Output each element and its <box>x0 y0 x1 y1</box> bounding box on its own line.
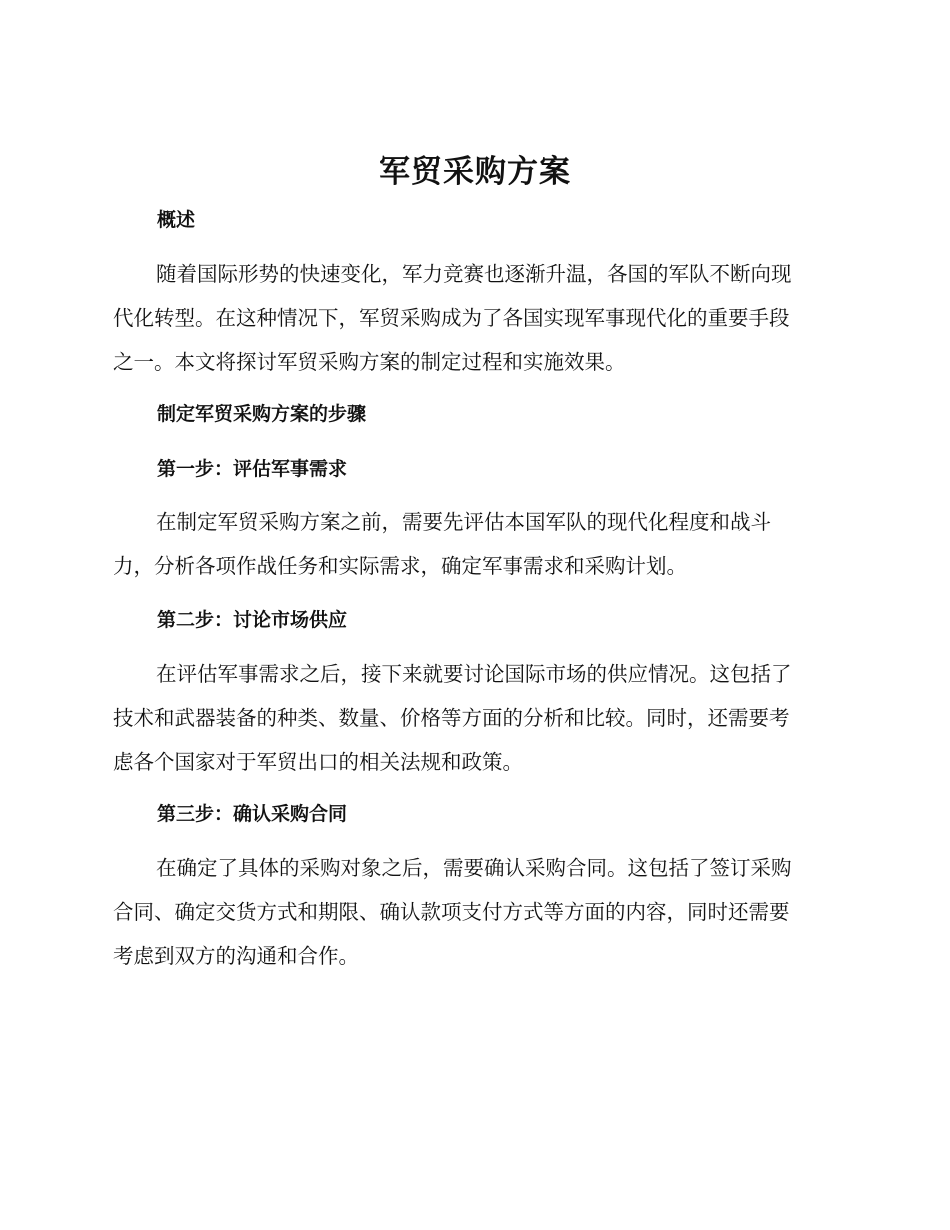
paragraph-line: 在确定了具体的采购对象之后，需要确认采购合同。这包括了签订采购 <box>156 856 792 880</box>
paragraph-line: 在制定军贸采购方案之前，需要先评估本国军队的现代化程度和战斗 <box>156 510 771 534</box>
section-paragraph-overview <box>113 252 835 384</box>
section-paragraph-step-one <box>113 500 835 588</box>
paragraph-line: 力，分析各项作战任务和实际需求，确定军事需求和采购计划。 <box>113 554 687 578</box>
section-paragraph-step-three <box>113 846 835 978</box>
section-heading-step-three: 第三步：确认采购合同 <box>157 803 348 825</box>
paragraph-line: 技术和武器装备的种类、数量、价格等方面的分析和比较。同时，还需要考 <box>113 706 790 730</box>
section-heading-steps: 制定军贸采购方案的步骤 <box>157 403 367 425</box>
paragraph-line: 考虑到双方的沟通和合作。 <box>113 944 359 968</box>
paragraph-line: 随着国际形势的快速变化，军力竞赛也逐渐升温，各国的军队不断向现 <box>156 262 792 286</box>
section-heading-overview: 概述 <box>157 209 196 231</box>
paragraph-line: 合同、确定交货方式和期限、确认款项支付方式等方面的内容，同时还需要 <box>113 900 790 924</box>
paragraph-line: 虑各个国家对于军贸出口的相关法规和政策。 <box>113 750 523 774</box>
paragraph-line: 在评估军事需求之后，接下来就要讨论国际市场的供应情况。这包括了 <box>156 662 792 686</box>
section-heading-step-one: 第一步：评估军事需求 <box>157 458 348 480</box>
paragraph-line: 代化转型。在这种情况下，军贸采购成为了各国实现军事现代化的重要手段 <box>113 306 790 330</box>
section-paragraph-step-two <box>113 652 835 784</box>
section-heading-step-two: 第二步：讨论市场供应 <box>157 609 348 631</box>
document-title: 军贸采购方案 <box>379 154 571 190</box>
paragraph-line: 之一。本文将探讨军贸采购方案的制定过程和实施效果。 <box>113 350 626 374</box>
